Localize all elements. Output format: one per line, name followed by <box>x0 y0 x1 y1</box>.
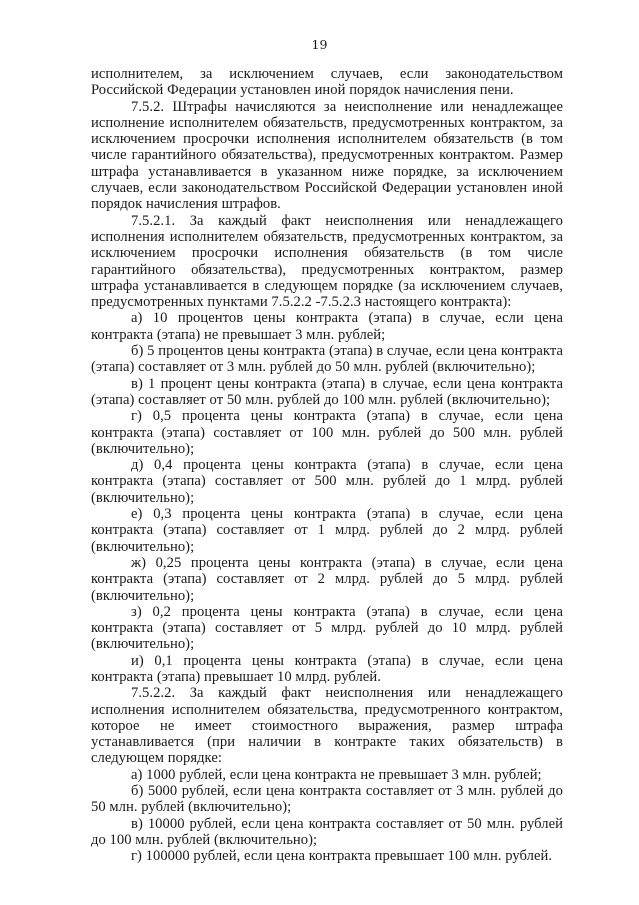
list-item-a-fixed: а) 1000 рублей, если цена контракта не превышает 3 млн. рублей; <box>131 766 542 783</box>
paragraph-7-5-2-1: 7.5.2.1. За каждый факт неисполнения или ненадлежащего исполнения исполнителем обязательств, предусмотренных контрактом, за исключением просрочки исполнения обязательств (в том числе гарантийного обязательства), предусмотренных контрактом, размер штрафа устанавливается в следующем порядке (за исключением случаев, предусмотренных пунктами 7.5.2.2 -7.5.2.3 настоящего контракта): <box>91 212 563 311</box>
list-item-zh: ж) 0,25 процента цены контракта (этапа) в случае, если цена контракта (этапа) составляет от 2 млрд. рублей до 5 млрд. рублей (включительно); <box>91 554 563 604</box>
list-item-a: а) 10 процентов цены контракта (этапа) в случае, если цена контракта (этапа) не превышает 3 млн. рублей; <box>91 310 563 343</box>
list-item-b: б) 5 процентов цены контракта (этапа) в случае, если цена контракта (этапа) составляет от 3 млн. рублей до 50 млн. рублей (включительно); <box>91 343 563 376</box>
list-item-v-fixed: в) 10000 рублей, если цена контракта составляет от 50 млн. рублей до 100 млн. рублей (включительно); <box>91 815 563 848</box>
page-number: 19 <box>311 37 328 52</box>
list-item-g: г) 0,5 процента цены контракта (этапа) в случае, если цена контракта (этапа) составляет от 100 млн. рублей до 500 млн. рублей (включительно); <box>91 408 563 457</box>
list-item-e: е) 0,3 процента цены контракта (этапа) в случае, если цена контракта (этапа) составляет от 1 млрд. рублей до 2 млрд. рублей (включительно); <box>91 506 563 555</box>
list-item-z: з) 0,2 процента цены контракта (этапа) в случае, если цена контракта (этапа) составляет от 5 млрд. рублей до 10 млрд. рублей (включительно); <box>91 603 563 653</box>
list-item-b-fixed: б) 5000 рублей, если цена контракта составляет от 3 млн. рублей до 50 млн. рублей (включительно); <box>91 783 563 816</box>
list-item-i: и) 0,1 процента цены контракта (этапа) в случае, если цена контракта (этапа) превышает 10 млрд. рублей. <box>91 652 563 685</box>
paragraph-penalty-continuation: исполнителем, за исключением случаев, если законодательством Российской Федерации установлен иной порядок начисления пени. <box>91 66 563 99</box>
list-item-v: в) 1 процент цены контракта (этапа) в случае, если цена контракта (этапа) составляет от 50 млн. рублей до 100 млн. рублей (включительно); <box>91 375 563 408</box>
list-item-d: д) 0,4 процента цены контракта (этапа) в случае, если цена контракта (этапа) составляет от 500 млн. рублей до 1 млрд. рублей (включительно); <box>91 457 563 506</box>
document-body <box>91 66 563 865</box>
paragraph-7-5-2-2: 7.5.2.2. За каждый факт неисполнения или ненадлежащего исполнения исполнителем обязательства, предусмотренного контрактом, которое не имеет стоимостного выражения, размер штрафа устанавливается (при наличии в контракте таких обязательств) в следующем порядке: <box>91 685 563 767</box>
paragraph-7-5-2: 7.5.2. Штрафы начисляются за неисполнение или ненадлежащее исполнение исполнителем обязательств, предусмотренных контрактом, за исключением просрочки исполнения исполнителем обязательств (в том числе гарантийного обязательства), предусмотренных контрактом. Размер штрафа устанавливается в указанном ниже порядке, за исключением случаев, если законодательством Российской Федерации установлен иной порядок начисления штрафов. <box>91 98 563 213</box>
list-item-g-fixed: г) 100000 рублей, если цена контракта превышает 100 млн. рублей. <box>131 848 553 865</box>
